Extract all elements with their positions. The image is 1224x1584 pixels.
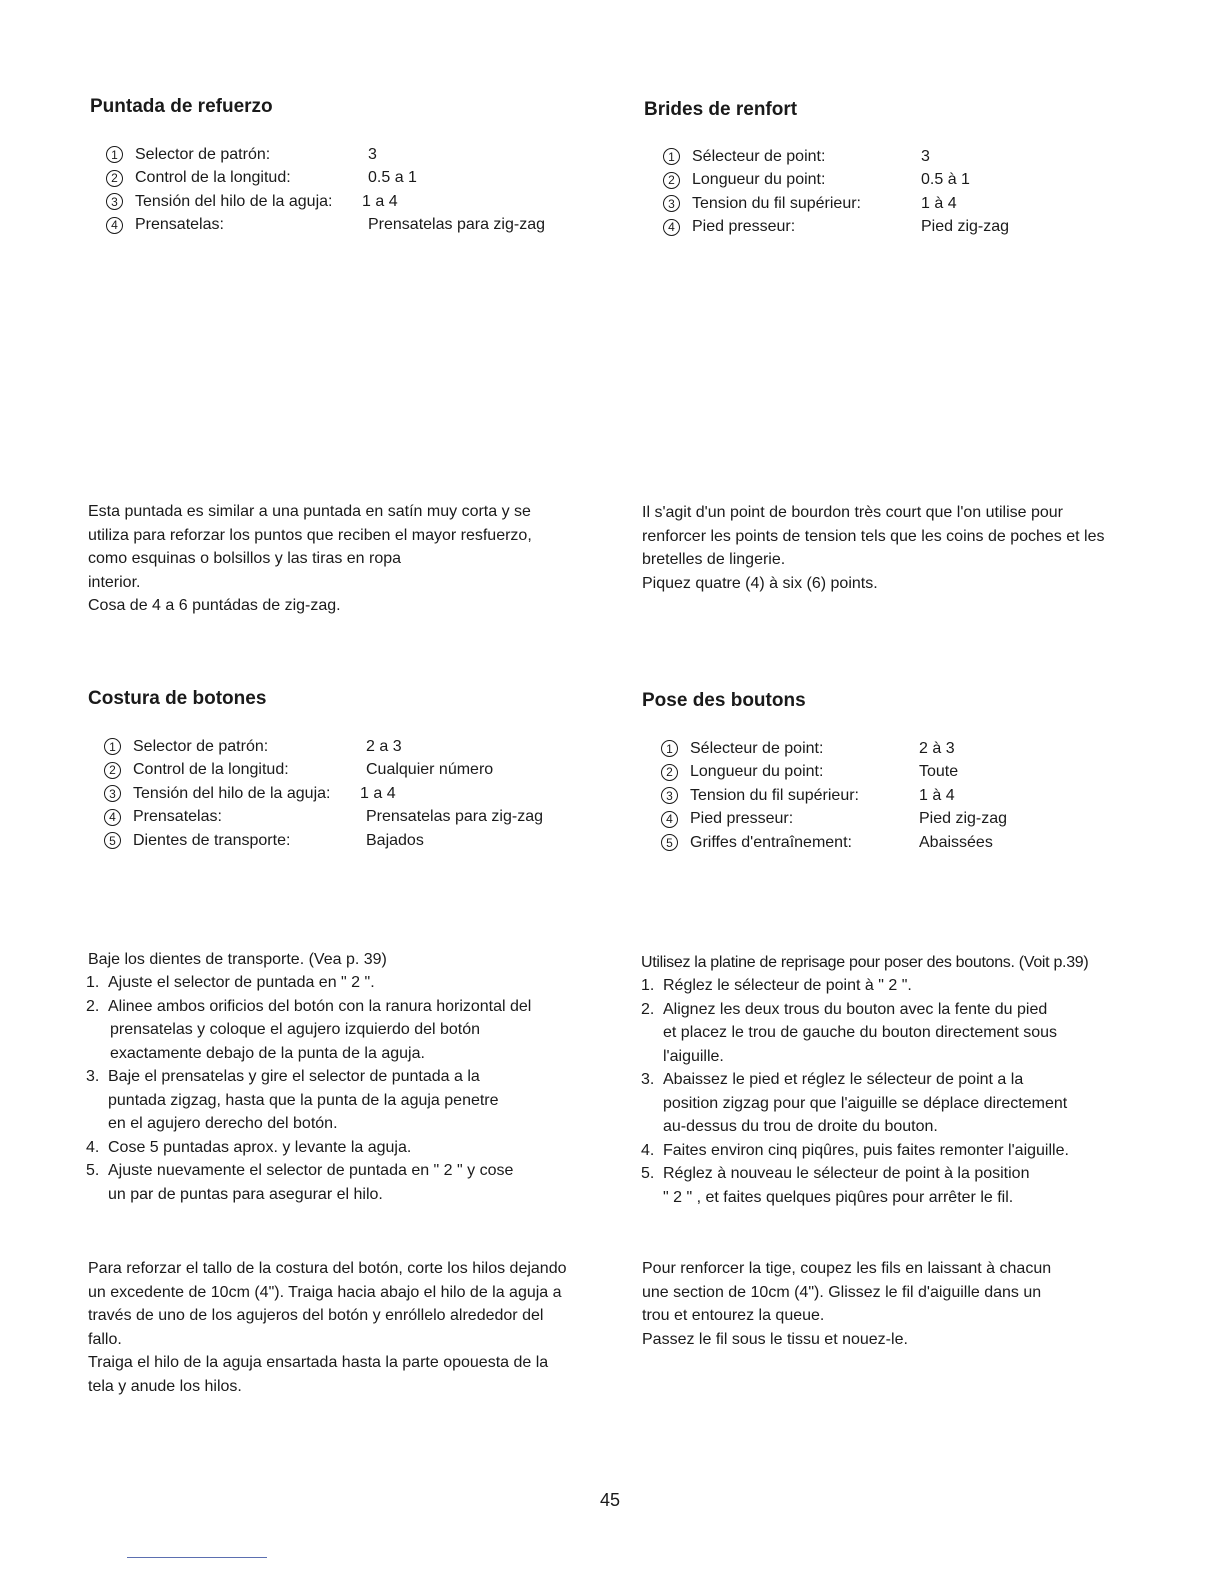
setting-value: 1 a 4 [360,784,396,802]
setting-row [106,214,606,238]
page-number: 45 [600,1490,621,1510]
circled-number: 1 [106,146,123,163]
step-number: 4. [86,1138,100,1156]
setting-label: Prensatelas: [135,216,224,234]
es-reinforce-description [88,500,532,618]
text-line: Esta puntada es similar a una puntada en satín muy corta y se [88,503,531,520]
es-buttons-settings [104,735,604,853]
text-line: fallo. [88,1330,122,1348]
step-number: 2. [86,997,100,1015]
circled-number: 2 [106,170,123,187]
list-item [641,1162,1069,1209]
setting-row [104,735,604,759]
circled-number: 2 [663,172,680,189]
circled-number: 5 [661,834,678,851]
text-line: Cose 5 puntadas aprox. y levante la aguja. [108,1138,412,1156]
setting-label: Tensión del hilo de la aguja: [135,192,333,210]
setting-row [661,808,1161,832]
circled-number: 3 [104,785,121,802]
text-line: Ajuste nuevamente el selector de puntada en " 2 " y cose [108,1162,514,1179]
circled-number: 3 [106,193,123,210]
circled-number: 2 [104,762,121,779]
setting-value: 1 à 4 [921,194,957,212]
list-item [86,995,531,1066]
text-line: Réglez le sélecteur de point à " 2 ". [663,977,912,994]
setting-label: Control de la longitud: [133,761,289,779]
circled-number: 3 [663,195,680,212]
text-line: trou et entourez la queue. [642,1307,825,1324]
setting-label: Control de la longitud: [135,169,291,187]
text-line: Il s'agit d'un point de bourdon très court que l'on utilise pour [642,504,1063,521]
setting-row [663,192,1163,216]
setting-value: 2 a 3 [366,737,402,755]
setting-label: Selector de patrón: [133,737,269,755]
text-line: au-dessus du trou de droite du bouton. [663,1118,938,1135]
setting-value: 3 [368,145,377,163]
text-line: utiliza para reforzar los puntos que reciben el mayor resfuerzo, [88,526,532,544]
text-line: Pour renforcer la tige, coupez les fils en laissant à chacun [642,1260,1052,1277]
step-number: 1. [86,974,100,991]
setting-row [104,759,604,783]
setting-row [661,784,1161,808]
circled-number: 5 [104,832,121,849]
setting-value: 0.5 à 1 [921,171,970,189]
fr-buttons-title: Pose des boutons [642,690,806,711]
text-line: Baje el prensatelas y gire el selector de puntada a la [108,1068,480,1085]
text-line: Piquez quatre (4) à six (6) points. [642,574,878,592]
es-buttons-steps [86,971,531,1206]
setting-value: Abaissées [919,833,993,851]
text-line: Réglez à nouveau le sélecteur de point à la position [663,1165,1030,1182]
text-line: un excedente de 10cm (4"). Traiga hacia abajo el hilo de la aguja a [88,1283,562,1301]
text-line: puntada zigzag, hasta que la punta de la aguja penetre [108,1091,499,1109]
setting-label: Pied presseur: [692,218,796,236]
text-line: et placez le trou de gauche du bouton directement sous [663,1024,1058,1041]
setting-row [661,737,1161,761]
step-number: 1. [641,977,655,994]
setting-value: Bajados [366,831,424,849]
step-number: 3. [641,1071,655,1088]
fr-buttons-outro [642,1257,1051,1351]
text-line: través de uno de los agujeros del botón y enróllelo alrededor del [88,1307,544,1324]
setting-row [106,143,606,167]
text-line: Faites environ cinq piqûres, puis faites remonter l'aiguille. [663,1141,1069,1159]
step-number: 5. [641,1165,655,1182]
list-item [641,1068,1069,1139]
setting-row [663,216,1163,240]
setting-row [663,169,1163,193]
divider [127,1557,267,1558]
list-item [641,974,1069,998]
list-item [86,971,531,995]
setting-label: Dientes de transporte: [133,831,291,849]
setting-value: 0.5 a 1 [368,169,417,187]
setting-value: Pied zig-zag [921,218,1010,236]
es-buttons-intro: Baje los dientes de transporte. (Vea p. 39) [88,951,387,968]
text-line: renforcer les points de tension tels que les coins de poches et les [642,527,1105,545]
list-item [641,998,1069,1069]
setting-value: Toute [919,763,959,781]
text-line: Abaissez le pied et réglez le sélecteur de point a la [663,1071,1024,1088]
text-line: " 2 " , et faites quelques piqûres pour arrêter le fil. [663,1188,1014,1206]
text-line: une section de 10cm (4"). Glissez le fil d'aiguille dans un [642,1283,1042,1301]
list-item [86,1159,531,1206]
text-line: l'aiguille. [663,1047,724,1065]
setting-value: Prensatelas para zig-zag [368,216,545,234]
setting-value: 1 à 4 [919,786,955,804]
fr-reinforce-description [642,501,1105,595]
setting-row [106,190,606,214]
setting-label: Tension du fil supérieur: [692,194,861,212]
setting-label: Pied presseur: [690,810,794,828]
circled-number: 3 [661,787,678,804]
circled-number: 4 [663,219,680,236]
fr-reinforce-title: Brides de renfort [644,99,798,120]
es-buttons-outro [88,1257,567,1398]
circled-number: 1 [661,740,678,757]
circled-number: 1 [663,148,680,165]
setting-row [661,831,1161,855]
circled-number: 4 [106,217,123,234]
setting-row [104,829,604,853]
text-line: Para reforzar el tallo de la costura del botón, corte los hilos dejando [88,1260,567,1277]
circled-number: 4 [661,811,678,828]
setting-row [104,806,604,830]
text-line: prensatelas y coloque el agujero izquierdo del botón [110,1021,481,1038]
setting-label: Prensatelas: [133,808,222,826]
setting-row [104,782,604,806]
list-item [641,1139,1069,1163]
step-number: 3. [86,1068,100,1085]
setting-label: Sélecteur de point: [690,739,824,757]
step-number: 5. [86,1162,100,1179]
fr-buttons-settings [661,737,1161,855]
setting-value: 3 [921,147,930,165]
text-line: en el agujero derecho del botón. [108,1115,338,1132]
text-line: bretelles de lingerie. [642,551,786,568]
circled-number: 1 [104,738,121,755]
setting-label: Selector de patrón: [135,145,271,163]
step-number: 2. [641,1000,655,1018]
setting-label: Longueur du point: [692,171,826,189]
es-buttons-title: Costura de botones [88,688,267,709]
setting-value: Prensatelas para zig-zag [366,808,543,826]
text-line: position zigzag pour que l'aiguille se déplace directement [663,1094,1068,1112]
text-line: Ajuste el selector de puntada en " 2 ". [108,974,375,991]
list-item [86,1065,531,1136]
fr-reinforce-settings [663,145,1163,239]
setting-label: Griffes d'entraînement: [690,833,852,851]
setting-value: 2 à 3 [919,739,955,757]
setting-row [663,145,1163,169]
circled-number: 2 [661,764,678,781]
fr-buttons-intro: Utilisez la platine de reprisage pour poser des boutons. (Voit p.39) [641,954,1089,971]
setting-label: Longueur du point: [690,763,824,781]
step-number: 4. [641,1141,655,1159]
text-line: exactamente debajo de la punta de la aguja. [110,1044,425,1062]
circled-number: 4 [104,809,121,826]
setting-row [106,167,606,191]
setting-value: 1 a 4 [362,192,398,210]
setting-row [661,761,1161,785]
setting-label: Sélecteur de point: [692,147,826,165]
setting-value: Cualquier número [366,761,494,779]
es-reinforce-settings [106,143,606,237]
fr-buttons-steps [641,974,1069,1209]
text-line: Passez le fil sous le tissu et nouez-le. [642,1330,908,1348]
setting-label: Tensión del hilo de la aguja: [133,784,331,802]
text-line: Cosa de 4 a 6 puntádas de zig-zag. [88,597,341,614]
text-line: Traiga el hilo de la aguja ensartada hasta la parte opouesta de la [88,1354,549,1371]
text-line: interior. [88,573,141,591]
text-line: tela y anude los hilos. [88,1377,242,1395]
text-line: Alinee ambos orificios del botón con la ranura horizontal del [108,997,532,1015]
setting-label: Tension du fil supérieur: [690,786,859,804]
text-line: como esquinas o bolsillos y las tiras en ropa [88,550,402,567]
text-line: Alignez les deux trous du bouton avec la fente du pied [663,1000,1048,1018]
setting-value: Pied zig-zag [919,810,1008,828]
es-reinforce-title: Puntada de refuerzo [90,96,273,117]
list-item [86,1136,531,1160]
text-line: un par de puntas para asegurar el hilo. [108,1185,383,1203]
